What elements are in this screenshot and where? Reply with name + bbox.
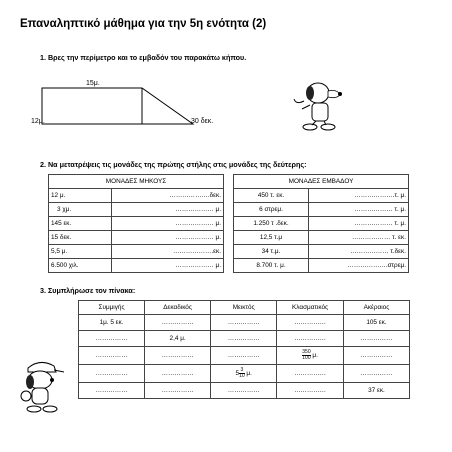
mixed-number-cell: 5 $\frac{3}{10}$ μ.: [211, 365, 277, 383]
fraction-cell: $\frac{350}{100}$ μ.: [277, 347, 344, 365]
conversion-table: [78, 300, 410, 399]
header-fraction: Κλασματικός: [277, 301, 344, 315]
table-row: 5,5 μ. ……………….εκ.: [49, 245, 224, 259]
question-2-label: 2. Να μετατρέψεις τις μονάδες της πρώτης στήλης στις μονάδες της δεύτερης:: [40, 160, 307, 169]
page-title: Επαναληπτικό μάθημα για την 5η ενότητα (2): [20, 18, 267, 30]
table-row: 1.250 τ .δεκ. ……………… τ. μ.: [234, 217, 409, 231]
snoopy-baseball-image: [16, 358, 76, 418]
top-side-label: 15μ.: [86, 80, 100, 87]
table-row: …………… …………… 5 $\frac{3}{10}$ μ. …………… ……………: [79, 365, 410, 383]
header-integer: Ακέραιος: [343, 301, 409, 315]
question-1-label: 1. Βρες την περίμετρο και το εμβαδόν του παρακάτω κήπου.: [40, 53, 247, 62]
length-units-table: [48, 174, 224, 273]
area-units-table: [233, 174, 409, 273]
table-row: 450 τ. εκ. ……………….τ. μ.: [234, 189, 409, 203]
table-row: …………… …………… …………… …………… 37 εκ.: [79, 383, 410, 399]
table-row: 145 εκ. ……………… μ.: [49, 217, 224, 231]
table-row: 6 στρεμ. ……………… τ. μ.: [234, 203, 409, 217]
table-row: 34 τ.μ. ……………… τ.δεκ.: [234, 245, 409, 259]
fraction: $\frac{3}{10}$: [239, 367, 245, 379]
table-row: 6.500 χιλ. ……………… μ.: [49, 259, 224, 273]
area-header: ΜΟΝΑΔΕΣ ΕΜΒΑΔΟΥ: [234, 175, 409, 189]
header-decimal: Δεκαδικός: [145, 301, 211, 315]
left-side-label: 12μ.: [31, 118, 45, 125]
table-row: 1μ. 5 εκ. …………… …………… …………… 105 εκ.: [79, 315, 410, 331]
table-row: …………… 2,4 μ. …………… …………… ……………: [79, 331, 410, 347]
fraction: $\frac{350}{100}$: [302, 349, 311, 361]
header-mixed-units: Συμμιγής: [79, 301, 145, 315]
header-mixed-number: Μεικτός: [211, 301, 277, 315]
table-row: …………… …………… …………… $\frac{350}{100}$ μ. ……………: [79, 347, 410, 365]
question-3-label: 3. Συμπλήρωσε τον πίνακα:: [40, 286, 136, 295]
garden-trapezoid-diagram: [20, 78, 210, 138]
table-row: 15 δεκ. ……………… μ.: [49, 231, 224, 245]
length-header: ΜΟΝΑΔΕΣ ΜΗΚΟΥΣ: [49, 175, 224, 189]
snoopy-pilot-image: [288, 75, 358, 135]
table-row: 12,5 τ.μ ……………… τ. εκ.: [234, 231, 409, 245]
table-row: 3 χμ. ……………… μ.: [49, 203, 224, 217]
bottom-side-label: 30 δεκ.: [191, 118, 214, 125]
table-row: 8.700 τ. μ. ……………….στρεμ.: [234, 259, 409, 273]
table-row: 12 μ. ……………….δεκ.: [49, 189, 224, 203]
